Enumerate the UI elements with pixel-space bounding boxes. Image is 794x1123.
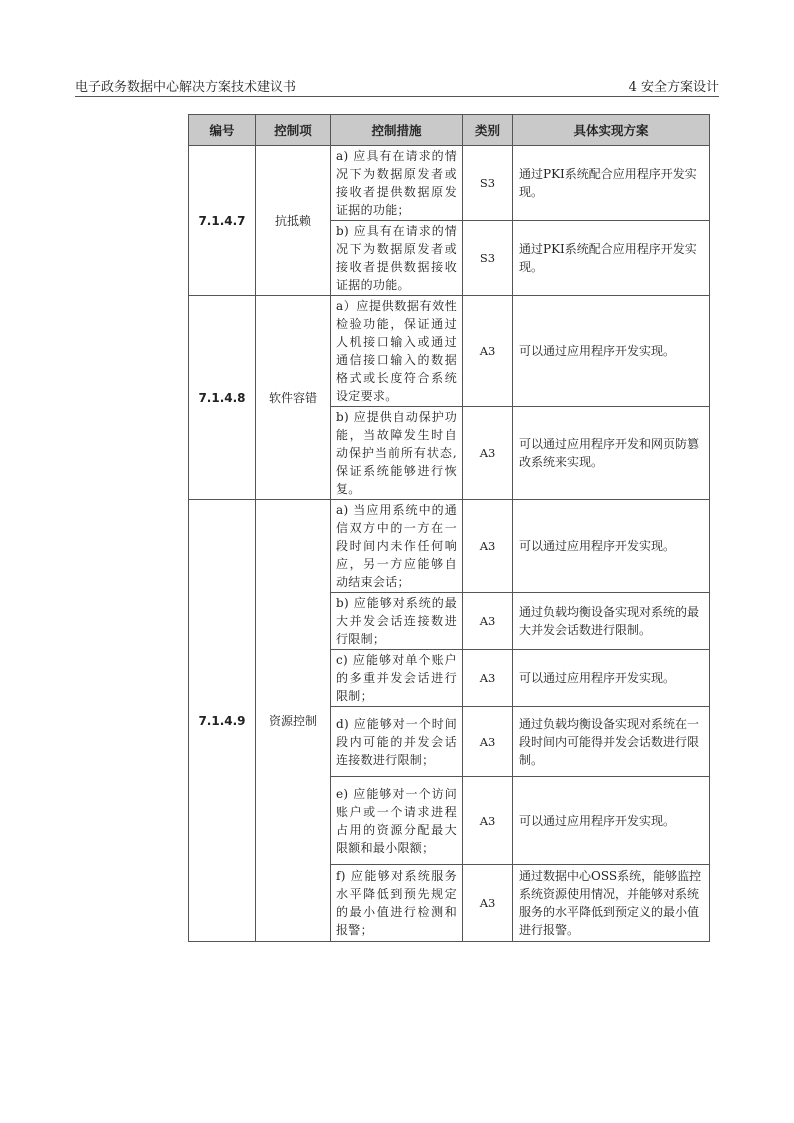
document-title: 电子政务数据中心解决方案技术建议书 <box>75 80 297 95</box>
category-cell: A3 <box>463 407 513 500</box>
table-row <box>189 146 710 221</box>
control-measure: a) 应具有在请求的情况下为数据原发者或接收者提供数据原发证据的功能； <box>331 146 463 221</box>
control-measure: d) 应能够对一个时间段内可能的并发会话连接数进行限制； <box>331 707 463 777</box>
table-row <box>189 296 710 407</box>
category-cell: S3 <box>463 146 513 221</box>
header-rule <box>75 96 719 97</box>
implementation-cell: 可以通过应用程序开发实现。 <box>513 296 710 407</box>
column-header-control-measure: 控制措施 <box>331 115 463 146</box>
section-title: 4 安全方案设计 <box>628 80 719 95</box>
implementation-cell: 可以通过应用程序开发实现。 <box>513 777 710 865</box>
column-header-category: 类别 <box>463 115 513 146</box>
control-measure: b) 应具有在请求的情况下为数据原发者或接收者提供数据接收证据的功能。 <box>331 221 463 296</box>
table-header-row <box>189 115 710 146</box>
control-measure: e) 应能够对一个访问账户或一个请求进程占用的资源分配最大限额和最小限额； <box>331 777 463 865</box>
implementation-cell: 通过PKI系统配合应用程序开发实现。 <box>513 221 710 296</box>
implementation-cell: 可以通过应用程序开发实现。 <box>513 650 710 707</box>
control-number: 7.1.4.7 <box>189 146 256 296</box>
implementation-cell: 可以通过应用程序开发实现。 <box>513 500 710 593</box>
control-measure: c) 应能够对单个账户的多重并发会话进行限制； <box>331 650 463 707</box>
security-control-table <box>188 114 710 942</box>
control-measure: f) 应能够对系统服务水平降低到预先规定的最小值进行检测和报警； <box>331 865 463 942</box>
implementation-cell: 可以通过应用程序开发和网页防篡改系统来实现。 <box>513 407 710 500</box>
implementation-cell: 通过数据中心OSS系统，能够监控系统资源使用情况，并能够对系统服务的水平降低到预定义的最小值进行报警。 <box>513 865 710 942</box>
column-header-control-item: 控制项 <box>256 115 331 146</box>
page-header <box>75 79 719 97</box>
control-measure: b) 应能够对系统的最大并发会话连接数进行限制； <box>331 593 463 650</box>
control-item: 抗抵赖 <box>256 146 331 296</box>
category-cell: A3 <box>463 500 513 593</box>
category-cell: A3 <box>463 707 513 777</box>
category-cell: A3 <box>463 865 513 942</box>
control-measure: b) 应提供自动保护功能，当故障发生时自动保护当前所有状态,保证系统能够进行恢复。 <box>331 407 463 500</box>
category-cell: A3 <box>463 650 513 707</box>
control-measure: a）应提供数据有效性检验功能，保证通过人机接口输入或通过通信接口输入的数据格式或长度符合系统设定要求。 <box>331 296 463 407</box>
column-header-number: 编号 <box>189 115 256 146</box>
control-item: 资源控制 <box>256 500 331 942</box>
control-number: 7.1.4.9 <box>189 500 256 942</box>
implementation-cell: 通过负载均衡设备实现对系统在一段时间内可能得并发会话数进行限制。 <box>513 707 710 777</box>
implementation-cell: 通过负载均衡设备实现对系统的最大并发会话数进行限制。 <box>513 593 710 650</box>
category-cell: A3 <box>463 777 513 865</box>
control-number: 7.1.4.8 <box>189 296 256 500</box>
table-row <box>189 500 710 593</box>
category-cell: A3 <box>463 593 513 650</box>
control-measure: a) 当应用系统中的通信双方中的一方在一段时间内未作任何响应，另一方应能够自动结束会话； <box>331 500 463 593</box>
implementation-cell: 通过PKI系统配合应用程序开发实现。 <box>513 146 710 221</box>
category-cell: S3 <box>463 221 513 296</box>
column-header-implementation: 具体实现方案 <box>513 115 710 146</box>
control-item: 软件容错 <box>256 296 331 500</box>
category-cell: A3 <box>463 296 513 407</box>
